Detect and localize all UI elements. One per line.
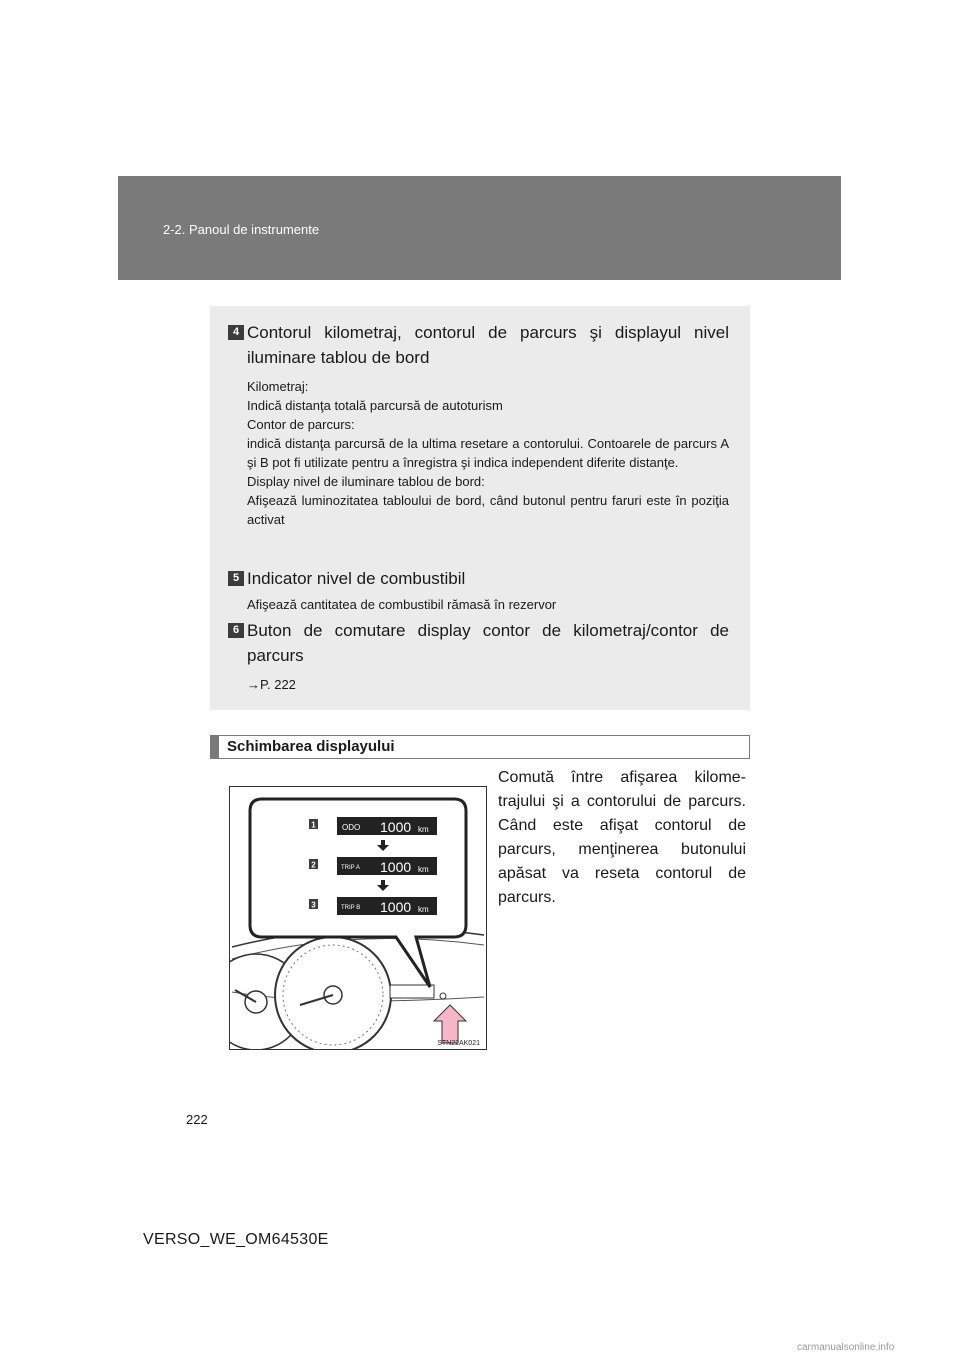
figure-code: STN22AK021: [437, 1040, 480, 1047]
item-title: Contorul kilometraj, contorul de parcurs şi displayul nivel iluminare tablou de bord: [247, 323, 729, 367]
trip-a-mode-label: TRIP A: [341, 865, 360, 871]
item-6: [229, 618, 729, 694]
sub-text-trip: indică distanţa parcursă de la ultima resetare a contorului. Contoarele de parcurs A şi B pot fi utilizate pentru a înregistra şi indica independent diferite distanţe.: [247, 436, 729, 470]
subheading-box: [210, 735, 750, 759]
sub-text-fuel: Afişează cantitatea de combustibil rămasă în rezervor: [247, 597, 557, 612]
trip-b-value: 1000: [380, 899, 412, 915]
sub-label-odometer: Kilometraj:: [247, 379, 309, 394]
page-number: 222: [186, 1112, 208, 1127]
trip-button-mini: [440, 993, 446, 999]
trip-a-unit: km: [418, 865, 429, 874]
body-text: Comută între afişarea kilome-trajului şi a contorului de parcurs. Când este afişat contorul de parcurs, menţinerea butonului apăsat va reseta contorul de parcurs.: [498, 769, 746, 906]
push-arrow-icon: [434, 1005, 466, 1043]
sub-text-illumination: Afişează luminozitatea tabloului de bord, când butonul pentru faruri este în poziţia activat: [247, 493, 729, 527]
step-number-3: 3: [311, 900, 316, 910]
item-subtext: [247, 595, 729, 614]
trip-b-mode-label: TRIP B: [341, 905, 361, 911]
item-title: Indicator nivel de combustibil: [247, 569, 466, 588]
item-subtext: [247, 377, 729, 529]
item-title: Buton de comutare display contor de kilometraj/contor de parcurs: [247, 621, 729, 665]
odo-value: 1000: [380, 819, 412, 835]
odo-unit: km: [418, 825, 429, 834]
instrument-cluster-figure: [229, 786, 487, 1050]
item-5: [229, 566, 729, 614]
item-number-badge: 6: [228, 623, 244, 638]
sub-text-odometer: Indică distanţa totală parcursă de autoturism: [247, 398, 503, 413]
trip-b-unit: km: [418, 905, 429, 914]
item-subtext: [247, 675, 729, 694]
step-number-1: 1: [311, 820, 316, 830]
subheading-mark: [211, 736, 219, 758]
odo-mode-label: ODO: [342, 823, 361, 832]
cluster-illustration: [230, 787, 486, 1049]
item-number-badge: 4: [228, 325, 244, 340]
sub-label-illumination: Display nivel de iluminare tablou de bord:: [247, 474, 485, 489]
section-label: 2-2. Panoul de instrumente: [163, 222, 320, 237]
page-reference: →P. 222: [247, 677, 296, 692]
cluster-display-panel: [390, 985, 434, 998]
footer-document-code: VERSO_WE_OM64530E: [143, 1231, 329, 1248]
step-number-2: 2: [311, 860, 316, 870]
subheading-text: Schimbarea displayului: [227, 738, 395, 755]
item-number-badge: 5: [228, 571, 244, 586]
trip-a-value: 1000: [380, 859, 412, 875]
item-4: [229, 320, 729, 529]
sub-label-trip: Contor de parcurs:: [247, 417, 355, 432]
watermark: carmanualsonline.info: [797, 1342, 895, 1353]
